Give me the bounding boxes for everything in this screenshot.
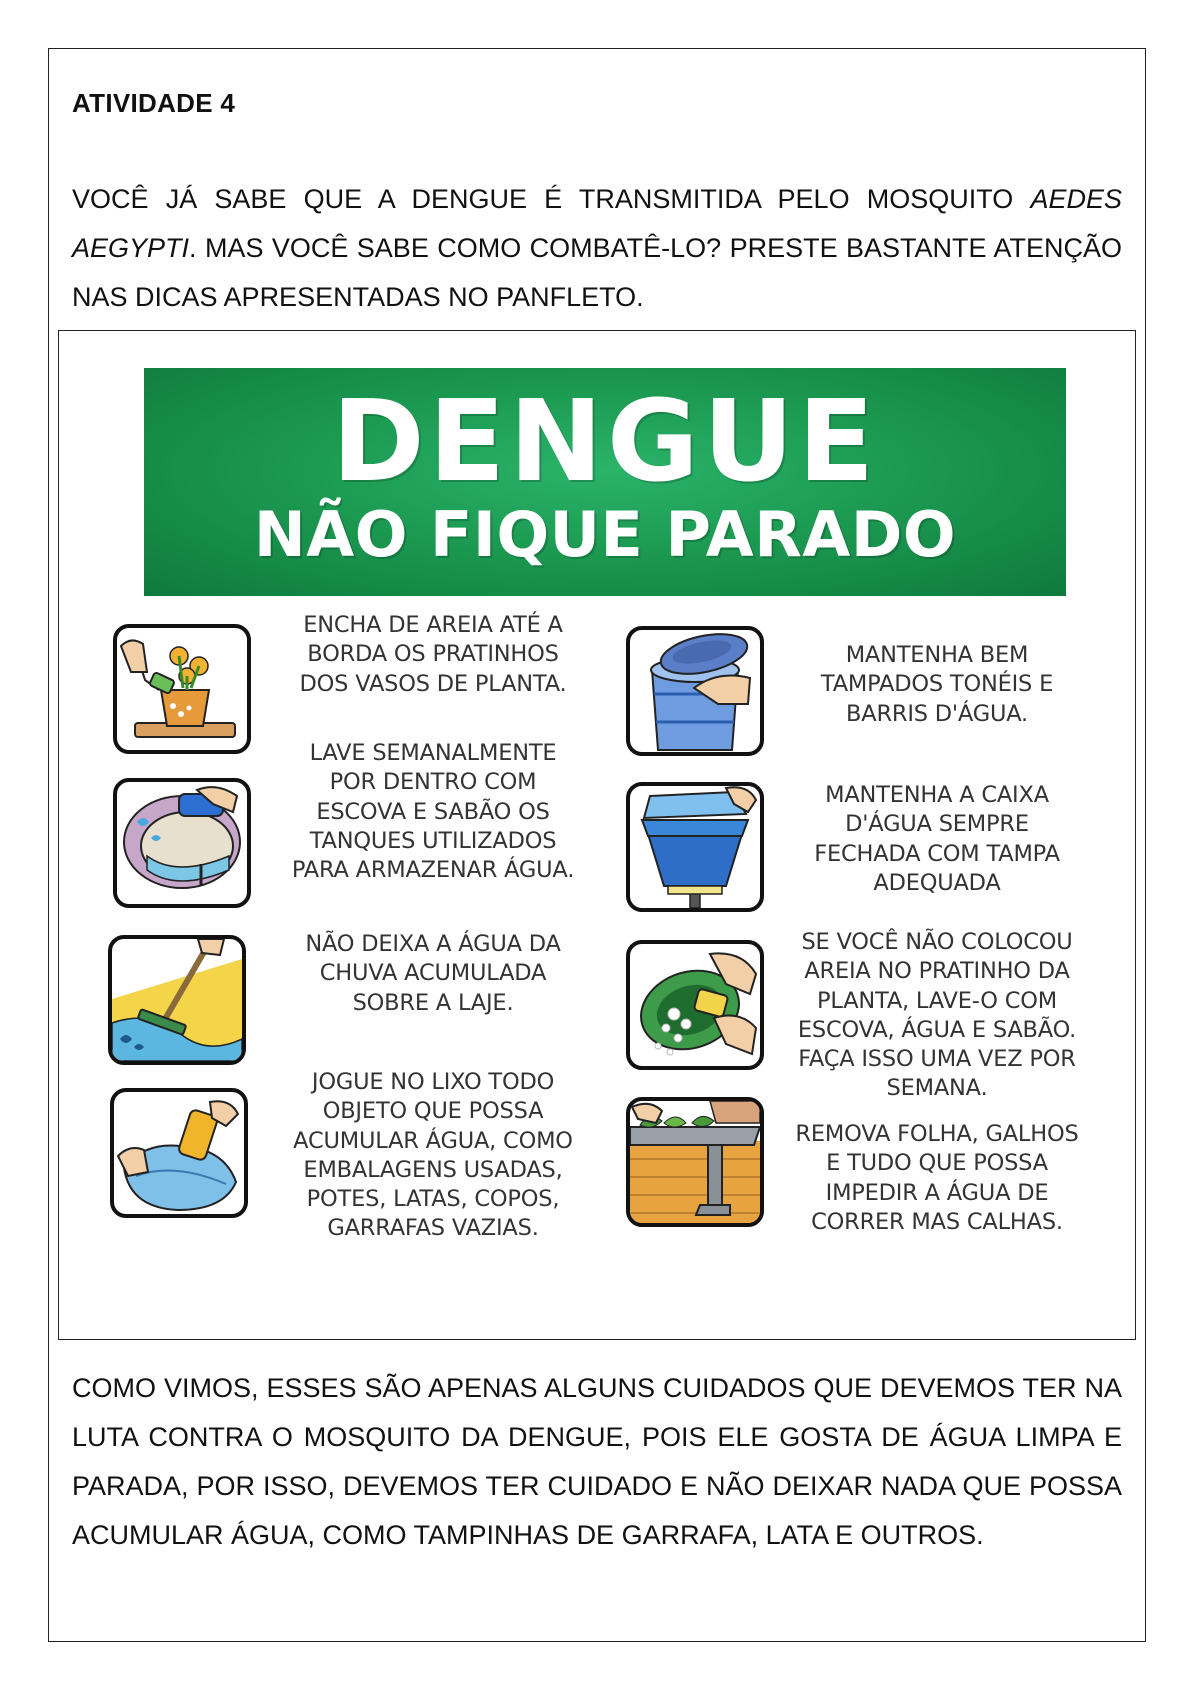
tip-line: MANTENHA BEM bbox=[845, 642, 1029, 668]
tip-line: POR DENTRO COM bbox=[329, 769, 537, 796]
tip-clear-gutters bbox=[776, 1120, 1098, 1237]
tip-line: CHUVA ACUMULADA bbox=[319, 960, 547, 987]
banner-title: DENGUE bbox=[331, 377, 879, 507]
tip-line: LAVE SEMANALMENTE bbox=[309, 740, 557, 766]
tip-line: FAÇA ISSO UMA VEZ POR bbox=[798, 1046, 1076, 1073]
tip-line: ADEQUADA bbox=[873, 869, 1001, 896]
closing-paragraph: COMO VIMOS, ESSES SÃO APENAS ALGUNS CUIDADOS QUE DEVEMOS TER NA LUTA CONTRA O MOSQUITO DA DENGUE, POIS ELE GOSTA DE ÁGUA LIMPA E PARADA, POR ISSO, DEVEMOS TER CUIDADO E NÃO DEIXAR NADA QUE POSSA ACUMULAR ÁGUA, COMO TAMPINHAS DE GARRAFA, LATA E OUTROS. bbox=[72, 1373, 1122, 1550]
tip-line: DOS VASOS DE PLANTA. bbox=[299, 670, 567, 697]
intro-paragraph bbox=[72, 175, 1122, 322]
banner-subtitle: NÃO FIQUE PARADO bbox=[253, 498, 957, 571]
tip-wash-plant-saucer bbox=[776, 928, 1098, 1104]
tip-line: FECHADA COM TAMPA bbox=[814, 840, 1060, 867]
tip-line: REMOVA FOLHA, GALHOS bbox=[795, 1121, 1079, 1147]
tip-line: JOGUE NO LIXO TODO bbox=[311, 1069, 555, 1095]
tip-line: AREIA NO PRATINHO DA bbox=[804, 958, 1070, 985]
trash-bag-icon bbox=[110, 1088, 248, 1218]
barrel-lid-icon bbox=[626, 626, 764, 756]
tip-line: SEMANA. bbox=[886, 1075, 988, 1102]
intro-text-2: . MAS VOCÊ SABE COMO COMBATÊ-LO? PRESTE BASTANTE ATENÇÃO NAS DICAS APRESENTADAS NO PANFLETO. bbox=[72, 233, 1122, 312]
tip-line: IMPEDIR A ÁGUA DE bbox=[825, 1179, 1049, 1206]
pamphlet-banner bbox=[144, 368, 1066, 596]
tip-cover-barrels bbox=[782, 641, 1092, 729]
tip-line: E TUDO QUE POSSA bbox=[826, 1150, 1048, 1177]
activity-title: ATIVIDADE 4 bbox=[72, 88, 236, 118]
tip-close-water-tank bbox=[782, 781, 1092, 898]
tip-line: CORRER MAS CALHAS. bbox=[811, 1208, 1063, 1235]
tip-sand-plant-saucers bbox=[268, 611, 598, 699]
tip-line: BARRIS D'ÁGUA. bbox=[846, 700, 1028, 727]
tip-line: ESCOVA, ÁGUA E SABÃO. bbox=[797, 1016, 1077, 1043]
water-tank-lid-icon bbox=[626, 782, 764, 912]
tip-line: MANTENHA A CAIXA bbox=[825, 782, 1049, 808]
tip-rain-on-slab bbox=[268, 930, 598, 1018]
tip-line: SE VOCÊ NÃO COLOCOU bbox=[801, 929, 1073, 955]
tip-line: POTES, LATAS, COPOS, bbox=[306, 1186, 560, 1213]
tank-scrub-icon bbox=[113, 778, 251, 908]
tip-line: PLANTA, LAVE-O COM bbox=[817, 987, 1057, 1014]
tip-line: BORDA OS PRATINHOS bbox=[307, 641, 559, 668]
flower-pot-icon bbox=[113, 624, 251, 754]
tip-line: OBJETO QUE POSSA bbox=[322, 1098, 544, 1125]
tip-line: D'ÁGUA SEMPRE bbox=[845, 811, 1029, 838]
gutter-leaves-icon bbox=[626, 1097, 764, 1227]
tip-line: PARA ARMAZENAR ÁGUA. bbox=[291, 857, 575, 884]
squeegee-roof-icon bbox=[108, 935, 246, 1065]
tip-line: EMBALAGENS USADAS, bbox=[303, 1156, 563, 1183]
tip-trash-containers bbox=[260, 1068, 606, 1244]
intro-text-1: VOCÊ JÁ SABE QUE A DENGUE É TRANSMITIDA PELO MOSQUITO bbox=[72, 184, 1014, 214]
plate-sponge-icon bbox=[626, 940, 764, 1070]
tip-line: TANQUES UTILIZADOS bbox=[309, 827, 557, 854]
tip-line: SOBRE A LAJE. bbox=[352, 989, 514, 1016]
tip-line: NÃO DEIXA A ÁGUA DA bbox=[305, 931, 561, 957]
tip-wash-tanks bbox=[260, 739, 606, 885]
species-name: AEDES AEGYPTI bbox=[72, 184, 1122, 263]
tip-line: TAMPADOS TONÉIS E bbox=[820, 671, 1054, 698]
tip-line: GARRAFAS VAZIAS. bbox=[327, 1215, 539, 1242]
tip-line: ENCHA DE AREIA ATÉ A bbox=[303, 612, 563, 638]
tip-line: ESCOVA E SABÃO OS bbox=[316, 798, 550, 825]
tip-line: ACUMULAR ÁGUA, COMO bbox=[293, 1127, 573, 1154]
